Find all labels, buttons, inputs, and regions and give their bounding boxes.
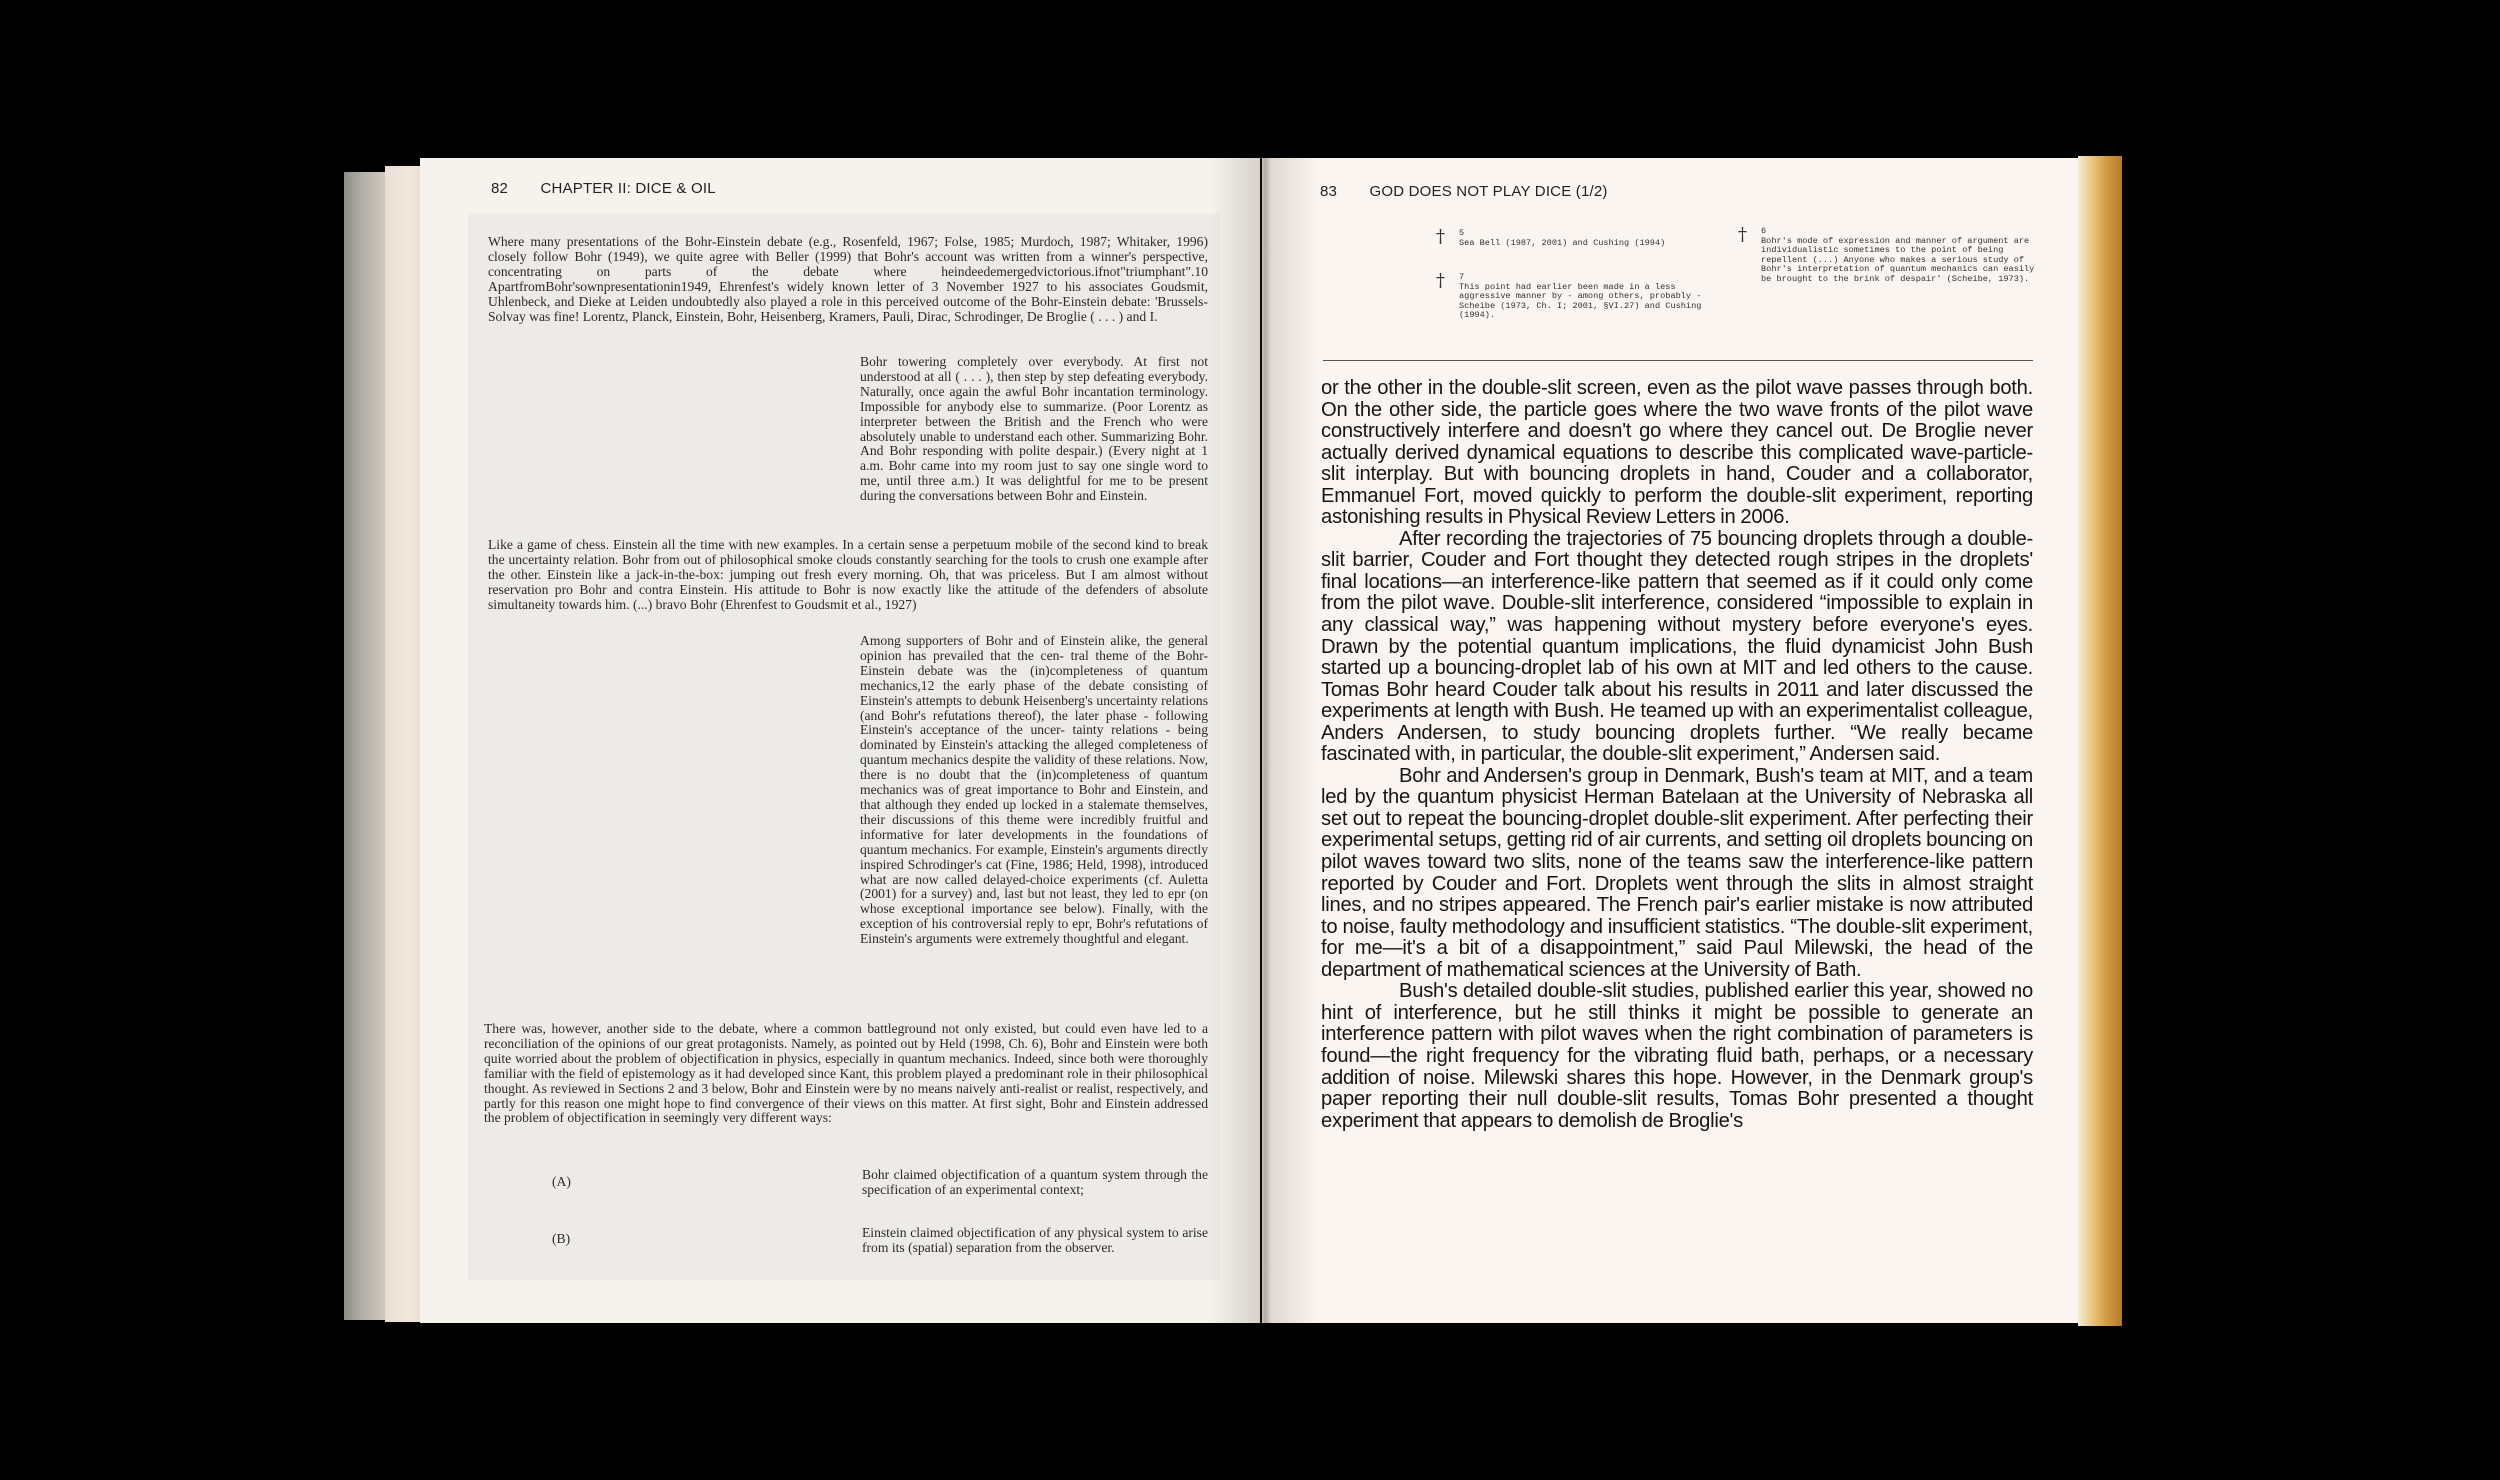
left-running-head: [491, 180, 716, 197]
footnote-6: [1761, 227, 2037, 285]
right-paragraph-4: Bush's detailed double-slit studies, published earlier this year, showed no hint of interference, but he still thinks it might be possible to generate an interference pattern with pilot waves when the right combination of parameters is found—the right frequency for the vibrating fluid bath, perhaps, or a necessary addition of noise. Milewski shares this hope. However, in the Denmark group's paper reporting their null double-slit results, Tomas Bohr presented a thought experiment that appears to demolish de Broglie's: [1321, 980, 2033, 1132]
footnote-6-text: Bohr's mode of expression and manner of argument are individualistic sometimes to the point of being repellent (...) Anyone who makes a serious study of Bohr's interpretation of quantum mechanics can easily be brought to the brink of despair' (Scheibe, 1973).: [1761, 235, 2035, 284]
book-gutter: [1210, 158, 1320, 1323]
left-paragraph-4: Among supporters of Bohr and of Einstein alike, the general opinion has prevailed that the cen- tral theme of the Bohr-Einstein debate was the (in)completeness of quantum mechanics,12 the early phase of the debate consisting of Einstein's attempts to debunk Heisenberg's uncertainty relations (and Bohr's refutations thereof), the later phase - following Einstein's acceptance of the uncer- tainty relations - being dominated by Einstein's attacking the alleged completeness of quantum mechanics despite the validity of these relations. Now, there is no doubt that the (in)completeness of quantum mechanics was of great importance to Bohr and Einstein, and that although they ended up locked in a stalemate themselves, their discussions of this theme were incredibly fruitful and informative for later developments in the foundations of quantum mechanics. For example, Einstein's arguments directly inspired Schrodinger's cat (Fine, 1986; Held, 1998), introduced what are now called delayed-choice experiments (cf. Auletta (2001) for a survey) and, last but not least, they led to epr (on whose exceptional importance see below). Finally, with the exception of his controversial reply to epr, Bohr's refutations of Einstein's arguments were extremely thoughtful and elegant.: [860, 633, 1208, 947]
list-text-b: Einstein claimed objectification of any physical system to arise from its (spatial) separation from the observer.: [862, 1225, 1208, 1255]
footnote-6-number: 6: [1761, 226, 1767, 236]
right-paragraph-2: After recording the trajectories of 75 bouncing droplets through a double-slit barrier, Couder and Fort thought they detected rough stripes in the droplets' final locations—an interference-like pattern that seemed as if it could only come from the pilot wave. Double-slit interference, considered “impossible to explain in any classical way,” was happening without mystery before everyone's eyes. Drawn by the potential quantum implications, the fluid dynamicist John Bush started up a bouncing-droplet lab of his own at MIT and led others to the cause. Tomas Bohr heard Couder talk about his results in 2011 and later discussed the experiments at length with Bush. He teamed up with an experimentalist colleague, Anders Andersen, to study bouncing droplets further. “We really became fascinated with, in particular, the double-slit experiment,” Andersen said.: [1321, 527, 2033, 766]
left-paragraph-1: Where many presentations of the Bohr-Einstein debate (e.g., Rosenfeld, 1967; Folse, 1985; Murdoch, 1987; Whitaker, 1996) closely follow Bohr (1949), we quite agree with Beller (1999) that Bohr's account was written from a winner's perspective, concentrating on parts of the debate where heindeedemergedvictorious.ifnot"triumphant".10 ApartfromBohr'sownpresentationin1949, Ehrenfest's widely known letter of 3 November 1927 to his associates Goudsmit, Uhlenbeck, and Dieke at Leiden undoubtedly also played a role in this perceived outcome of the Bohr-Einstein debate: 'Brussels-Solvay was fine! Lorentz, Planck, Einstein, Bohr, Heisenberg, Kramers, Pauli, Dirac, Schrodinger, De Broglie ( . . . ) and I.: [488, 234, 1208, 324]
footnote-dagger-6: †: [1738, 224, 1747, 245]
right-running-head: [1320, 183, 1608, 200]
right-chapter-title: GOD DOES NOT PLAY DICE (1/2): [1369, 183, 1608, 200]
right-paragraph-3: Bohr and Andersen's group in Denmark, Bush's team at MIT, and a team led by the quantum physicist Herman Batelaan at the University of Nebraska all set out to repeat the bouncing-droplet double-slit experiment. After perfecting their experimental setups, getting rid of air currents, and setting oil droplets bouncing on pilot waves toward two slits, none of the teams saw the interference-like pattern reported by Couder and Fort. Droplets went through the slits in almost straight lines, and no stripes appeared. The French pair's earlier mistake is now attributed to noise, faulty methodology and insufficient statistics. “The double-slit experiment, for me—it's a bit of a disappointment,” said Paul Milewski, the head of the department of mathematical sciences at the University of Bath.: [1321, 764, 2033, 981]
footnote-rule: [1323, 360, 2033, 361]
footnote-5-text: Sea Bell (1987, 2001) and Cushing (1994): [1459, 237, 1666, 248]
left-paragraph-5: There was, however, another side to the debate, where a common battleground not only existed, but could even have led to a reconciliation of the opinions of our great protagonists. Namely, as pointed out by Held (1998, Ch. 6), Bohr and Einstein were both quite worried about the problem of objectification in physics, especially in quantum mechanics. Indeed, since both were thoroughly familiar with the field of epistemology as it had developed since Kant, this problem played a predominant role in their philosophical thought. As reviewed in Sections 2 and 3 below, Bohr and Einstein were by no means naively anti-realist or realist, respectively, and partly for this reason one might hope to find convergence of their views on this matter. At first sight, Bohr and Einstein addressed the problem of objectification in seemingly very different ways:: [484, 1021, 1208, 1126]
footnote-dagger-7: †: [1436, 270, 1445, 291]
footnote-7-text: This point had earlier been made in a less aggressive manner by - among others, probably - Scheibe (1973, Ch. I; 2001, §VI.27) and Cushing (1994).: [1459, 281, 1702, 321]
list-text-a: Bohr claimed objectification of a quantum system through the specification of an experimental context;: [862, 1167, 1208, 1197]
list-label-a: (A): [552, 1174, 571, 1189]
page-stack-left: [385, 166, 425, 1322]
footnote-5-number: 5: [1459, 228, 1465, 238]
left-page-number: 82: [491, 180, 509, 197]
footnote-5: [1459, 229, 1699, 248]
left-chapter-title: CHAPTER II: DICE & OIL: [540, 180, 716, 197]
right-body-text: [1321, 378, 2033, 1132]
footnote-dagger-5: †: [1436, 226, 1445, 247]
right-paragraph-1: or the other in the double-slit screen, even as the pilot wave passes through both. On the other side, the particle goes where the two wave fronts of the pilot wave constructively interfere and doesn't go where they cancel out. De Broglie never actually derived dynamical equations to describe this complicated wave-particle-slit interplay. But with bouncing droplets in hand, Couder and a collaborator, Emmanuel Fort, moved quickly to perform the double-slit experiment, reporting astonishing results in Physical Review Letters in 2006.: [1321, 377, 2033, 529]
left-quote-2: Like a game of chess. Einstein all the time with new examples. In a certain sense a perpetuum mobile of the second kind to break the uncertainty relation. Bohr from out of philosophical smoke clouds constantly searching for the tools to crush one example after the other. Einstein like a jack-in-the-box: jumping out fresh every morning. Oh, that was priceless. But I am almost without reservation pro Bohr and contra Einstein. His attitude to Bohr is now exactly like the attitude of the defenders of absolute simultaneity towards him. (...) bravo Bohr (Ehrenfest to Goudsmit et al., 1927): [488, 537, 1208, 612]
list-label-b: (B): [552, 1231, 571, 1246]
footnote-7-number: 7: [1459, 272, 1465, 282]
left-quote-1: Bohr towering completely over everybody. At first not understood at all ( . . . ), then step by step defeating everybody. Naturally, once again the awful Bohr incantation terminology. Impossible for anybody else to summarize. (Poor Lorentz as interpreter between the British and the French who were absolutely unable to understand each other. Summarizing Bohr. And Bohr responding with polite despair.) (Every night at 1 a.m. Bohr came into my room just to say one single word to me, until three a.m.) It was delightful for me to be present during the conversations between Bohr and Einstein.: [860, 354, 1208, 504]
footnote-7: [1459, 273, 1721, 321]
page-stack-right: [2078, 156, 2122, 1326]
right-page-number: 83: [1320, 183, 1338, 200]
